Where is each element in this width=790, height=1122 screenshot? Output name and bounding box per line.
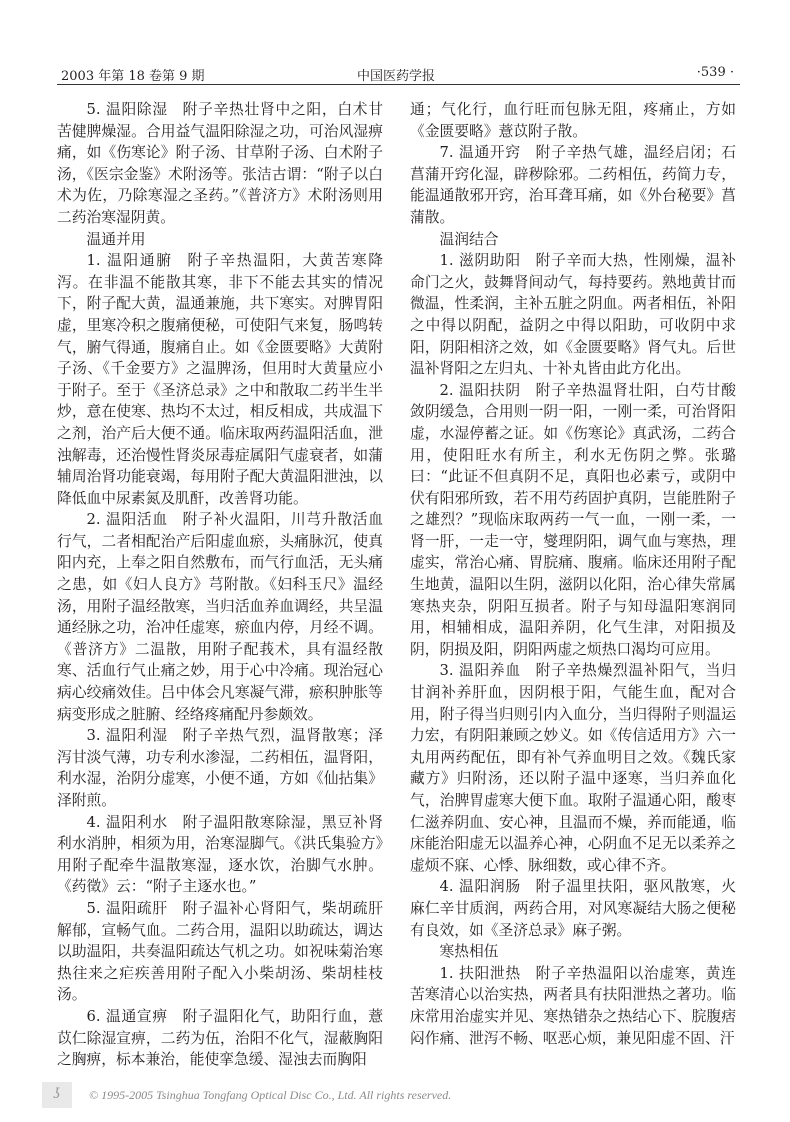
section-heading: 温通并用 (86, 230, 146, 248)
paragraph-title: 7. 温通开窍 (439, 144, 521, 162)
paragraph (410, 142, 736, 228)
paragraph (410, 380, 736, 661)
paragraph-title: 1. 扶阳泄热 (439, 964, 521, 982)
footer (42, 1080, 742, 1110)
issue-info: 2003 年第 18 卷第 9 期 (61, 69, 205, 84)
paragraph-title: 3. 温阳养血 (439, 662, 521, 680)
paragraph-title: 4. 温阳利水 (86, 813, 168, 831)
paragraph (57, 725, 383, 811)
paragraph-text: 附子温里扶阳，驱风散寒，火麻仁辛甘质润，两药合用，对风寒凝结大肠之便秘有良效，如《圣济总录》麻子粥。 (410, 878, 737, 939)
paragraph-title: 2. 温阳扶阴 (439, 381, 521, 399)
paragraph-title: 5. 温阳除湿 (86, 101, 168, 118)
paragraph (57, 250, 383, 509)
section-heading: 寒热相伍 (439, 943, 499, 961)
paragraph (57, 1006, 383, 1071)
paragraph-text: 附子辛热温阳以治虚寒，黄连苦寒清心以治实热，两者具有扶阳泄热之著功。临床常用治虚实并见、寒热错杂之热结心下、脘腹痞闷作痛、泄泻不畅、呕恶心烦，兼见阳虚不固、汗 (410, 964, 737, 1047)
left-column (57, 99, 383, 1071)
paragraph-title: 3. 温阳利湿 (86, 727, 168, 745)
paragraph-continuation (410, 99, 736, 142)
paragraph-text: 附子温阳散寒除湿，黑豆补肾利水消肿，相须为用，治寒湿脚气。《洪氏集验方》用附子配牵牛温散寒湿，逐水饮，治脚气水肿。《药徵》云：“附子主逐水也。” (57, 813, 384, 896)
paragraph-text: 附子辛热燥烈温补阳气，当归甘润补养肝血，因阴根于阳，气能生血，配对合用，附子得当归则引内入血分，当归得附子则温运力宏，有阴阳兼顾之妙义。如《传信适用方》六一丸用两药配伍，即有补气养血明目之效。《魏氏家藏方》归附汤，还以附子温中逐寒，当归养血化气，治脾胃虚寒大便下血。取附子温通心阳，酸枣仁滋养阴血、安心神，且温而不燥，养而能通，临床能治阳虚无以温养心神，心阴血不足无以柔养之虚烦不寐、心悸、脉细数，或心律不齐。 (410, 662, 737, 874)
right-column (410, 99, 736, 1049)
paragraph (410, 963, 736, 1049)
paragraph (57, 99, 383, 229)
paragraph-text: 附子辛热温阳，大黄苦寒降泻。在非温不能散其寒，非下不能去其实的情况下，附子配大黄，温通兼施，共下寒实。对脾胃阳虚，里寒冷积之腹痛便秘，可使阳气来复，肠鸣转气，腑气得通，腹痛自止。如《金匮要略》大黄附子汤、《千金要方》之温脾汤，但用时大黄量应小于附子。至于《圣济总录》之中和散取二药半生半炒，意在使寒、热均不太过，相反相成，共成温下之剂，治产后大便不通。临床取两药温阳活血，泄浊解毒，还治慢性肾炎尿毒症属阳气虚衰者，如蒲辅周治肾功能衰竭，每用附子配大黄温阳泄浊，以降低血中尿素氮及肌酐，改善肾功能。 (57, 252, 384, 507)
paragraph-text: 附子辛热温肾壮阳，白芍甘酸敛阴缓急，合用则一阴一阳，一刚一柔，可治肾阳虚，水湿停蓄之证。如《伤寒论》真武汤，二药合用，使阳旺水有所主，利水无伤阴之弊。张璐曰：“此证不但真阴不足，真阳也必素亏，或阴中伏有阳邪所致，若不用芍药固护真阴，岂能胜附子之雄烈？”现临床取两药一气一血，一刚一柔，一肾一肝，一走一守，燮理阴阳，调气血与寒热，理虚实，常治心痛、胃脘痛、腹痛。临床还用附子配生地黄，温阳以生阴，滋阴以化阳，治心律失常属寒热夹杂，阴阳互损者。附子与知母温阳寒润同用，相辅相成，温阳养阴，化气生津，对阳损及阴，阴损及阳，阴阳两虚之烦热口渴均可应用。 (410, 381, 737, 658)
paragraph (410, 660, 736, 876)
paragraph-title: 6. 温通宣痹 (86, 1007, 168, 1025)
paragraph-title: 1. 滋阴助阳 (439, 252, 521, 270)
paragraph (57, 509, 383, 725)
section-heading: 温润结合 (439, 230, 499, 248)
paragraph (410, 876, 736, 941)
paragraph (410, 250, 736, 380)
paragraph (57, 898, 383, 1006)
paragraph-text: 附子温补心肾阳气，柴胡疏肝解郁，宣畅气血。二药合用，温阳以助疏达，调达以助温阳，共奏温阳疏达气机之功。如祝味菊治寒热往来之疟疾善用附子配入小柴胡汤、柴胡桂枝汤。 (57, 899, 384, 1004)
page-number: ·539 · (696, 65, 734, 80)
paragraph-text: 附子辛而大热，性刚燥，温补命门之火，鼓舞肾间动气，每持要药。熟地黄甘而微温，性柔润，主补五脏之阴血。两者相伍，补阳之中得以阴配，益阴之中得以阳助，可收阴中求阳，阴阳相济之效，如《金匮要略》肾气丸。后世温补肾阳之左归丸、十补丸皆由此方化出。 (410, 252, 737, 378)
paragraph (57, 812, 383, 898)
running-header (57, 62, 740, 85)
paragraph-text: 附子温阳化气，助阳行血，薏苡仁除湿宣痹，二药为伍，治阳不化气，湿蔽胸阳之胸痹，标本兼治，能使挛急缓、湿浊去而胸阳 (57, 1007, 384, 1069)
publisher-logo-icon: ʖ (42, 1082, 72, 1108)
paragraph-title: 5. 温阳疏肝 (86, 899, 168, 917)
paragraph-text: 通；气化行，血行旺而包脉无阻，疼痛止，方如《金匮要略》薏苡附子散。 (410, 101, 736, 140)
paragraph-text: 附子辛热气烈，温肾散寒；泽泻甘淡气薄，功专利水渗湿，二药相伍，温肾阳，利水湿，治阴分虚寒，小便不通，方如《仙拈集》泽附煎。 (57, 727, 384, 809)
journal-name: 中国医药学报 (357, 69, 436, 84)
paragraph-title: 1. 温阳通腑 (86, 252, 173, 270)
paragraph-text: 附子补火温阳，川芎升散活血行气，二者相配治产后阳虚血瘀，头痛脉沉，使真阳内充，上奉之阳自然敷布，而气行血活，无头痛之患，如《妇人良方》芎附散。《妇科玉尺》温经汤，用附子温经散寒，当归活血养血调经，共呈温通经脉之功，治冲任虚寒，瘀血内停，月经不调。《普济方》二温散，用附子配莪术，具有温经散寒、活血行气止痛之妙，用于心中冷痛。现治冠心病心绞痛效佳。吕中体会凡寒凝气滞，瘀积肿胀等病变形成之脏腑、经络疼痛配丹参颇效。 (57, 511, 384, 723)
paragraph-title: 4. 温阳润肠 (439, 878, 521, 896)
copyright-notice: © 1995-2005 Tsinghua Tongfang Optical Disc Co., Ltd. All rights reserved. (89, 1088, 452, 1102)
paragraph-text: 附子辛热壮肾中之阳，白术甘苦健脾燥湿。合用益气温阳除湿之功，可治风湿痹痛，如《伤寒论》附子汤、甘草附子汤、白术附子汤，《医宗金鉴》术附汤等。张洁古谓：“附子以白术为佐，乃除寒湿之圣药。”《普济方》术附汤则用二药治寒湿阴黄。 (57, 101, 384, 226)
paragraph-text: 附子辛热气雄，温经启闭；石菖蒲开窍化湿，辟秽除邪。二药相伍，药简力专，能温通散邪开窍，治耳聋耳痛，如《外台秘要》菖蒲散。 (410, 144, 737, 226)
paragraph-title: 2. 温阳活血 (86, 511, 168, 529)
